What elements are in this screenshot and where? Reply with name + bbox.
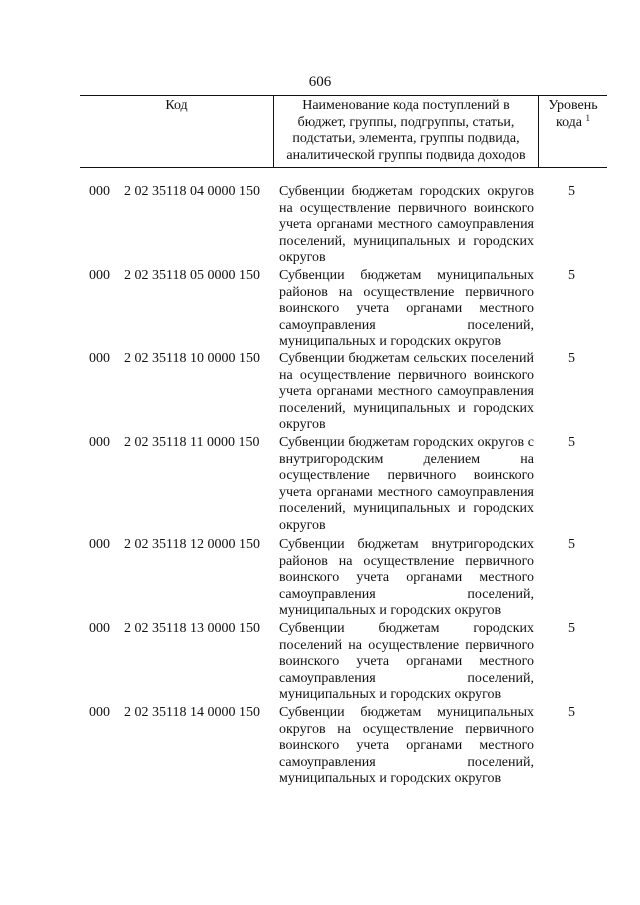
code-level: 5: [568, 537, 575, 552]
code-level: 5: [568, 351, 575, 366]
code-level: 5: [568, 184, 575, 199]
header-name-line: аналитической группы подвида доходов: [286, 147, 526, 163]
revenue-code: 2 02 35118 12 0000 150: [124, 537, 260, 552]
revenue-code: 2 02 35118 14 0000 150: [124, 705, 260, 720]
column-divider: [538, 96, 539, 167]
admin-code: 000: [89, 268, 110, 283]
column-divider: [273, 96, 274, 167]
header-name-line: бюджет, группы, подгруппы, статьи,: [297, 114, 515, 130]
header-level: [540, 98, 606, 131]
revenue-code: 2 02 35118 05 0000 150: [124, 268, 260, 283]
revenue-code: 2 02 35118 11 0000 150: [124, 435, 260, 450]
header-name-line: Наименование кода поступлений в: [302, 98, 510, 113]
admin-code: 000: [89, 705, 110, 720]
header-level-line: [540, 112, 606, 132]
code-level: 5: [568, 268, 575, 283]
header-code: Код: [165, 98, 188, 113]
revenue-name: Субвенции бюджетам городских поселений на осуществление первичного воинского учета органами местного самоуправления поселений, муниципальных и городских округов: [279, 621, 534, 703]
revenue-name: Субвенции бюджетам городских округов с внутригородским делением на осуществление первичного воинского учета органами местного самоуправления поселений, муниципальных и городских округов: [279, 435, 534, 533]
code-level: 5: [568, 435, 575, 450]
revenue-code: 2 02 35118 10 0000 150: [124, 351, 260, 366]
revenue-name: Субвенции бюджетам муниципальных округов на осуществление первичного воинского учета органами местного самоуправления поселений, муниципальных и городских округов: [279, 705, 534, 787]
revenue-name: Субвенции бюджетам сельских поселений на осуществление первичного воинского учета органами местного самоуправления поселений, муниципальных и городских округов: [279, 351, 534, 433]
revenue-name: Субвенции бюджетам внутригородских районов на осуществление первичного воинского учета органами местного самоуправления поселений, муниципальных и городских округов: [279, 537, 534, 619]
admin-code: 000: [89, 537, 110, 552]
header-level-text: кода: [555, 114, 583, 130]
admin-code: 000: [89, 621, 110, 636]
revenue-name: Субвенции бюджетам муниципальных районов на осуществление первичного воинского учета органами местного самоуправления поселений, муниципальных и городских округов: [279, 268, 534, 350]
code-level: 5: [568, 621, 575, 636]
revenue-code: 2 02 35118 13 0000 150: [124, 621, 260, 636]
admin-code: 000: [89, 351, 110, 366]
code-level: 5: [568, 705, 575, 720]
admin-code: 000: [89, 184, 110, 199]
page-number: 606: [308, 74, 332, 90]
revenue-code: 2 02 35118 04 0000 150: [124, 184, 260, 199]
revenue-name: Субвенции бюджетам городских округов на осуществление первичного воинского учета органами местного самоуправления поселений, муниципальных и городских округов: [279, 184, 534, 266]
admin-code: 000: [89, 435, 110, 450]
header-name-line: подстатьи, элемента, группы подвида,: [292, 131, 520, 146]
header-name: [276, 98, 536, 164]
header-level-line: Уровень: [548, 98, 598, 113]
table-header: [80, 95, 607, 168]
footnote-marker: 1: [585, 112, 591, 123]
